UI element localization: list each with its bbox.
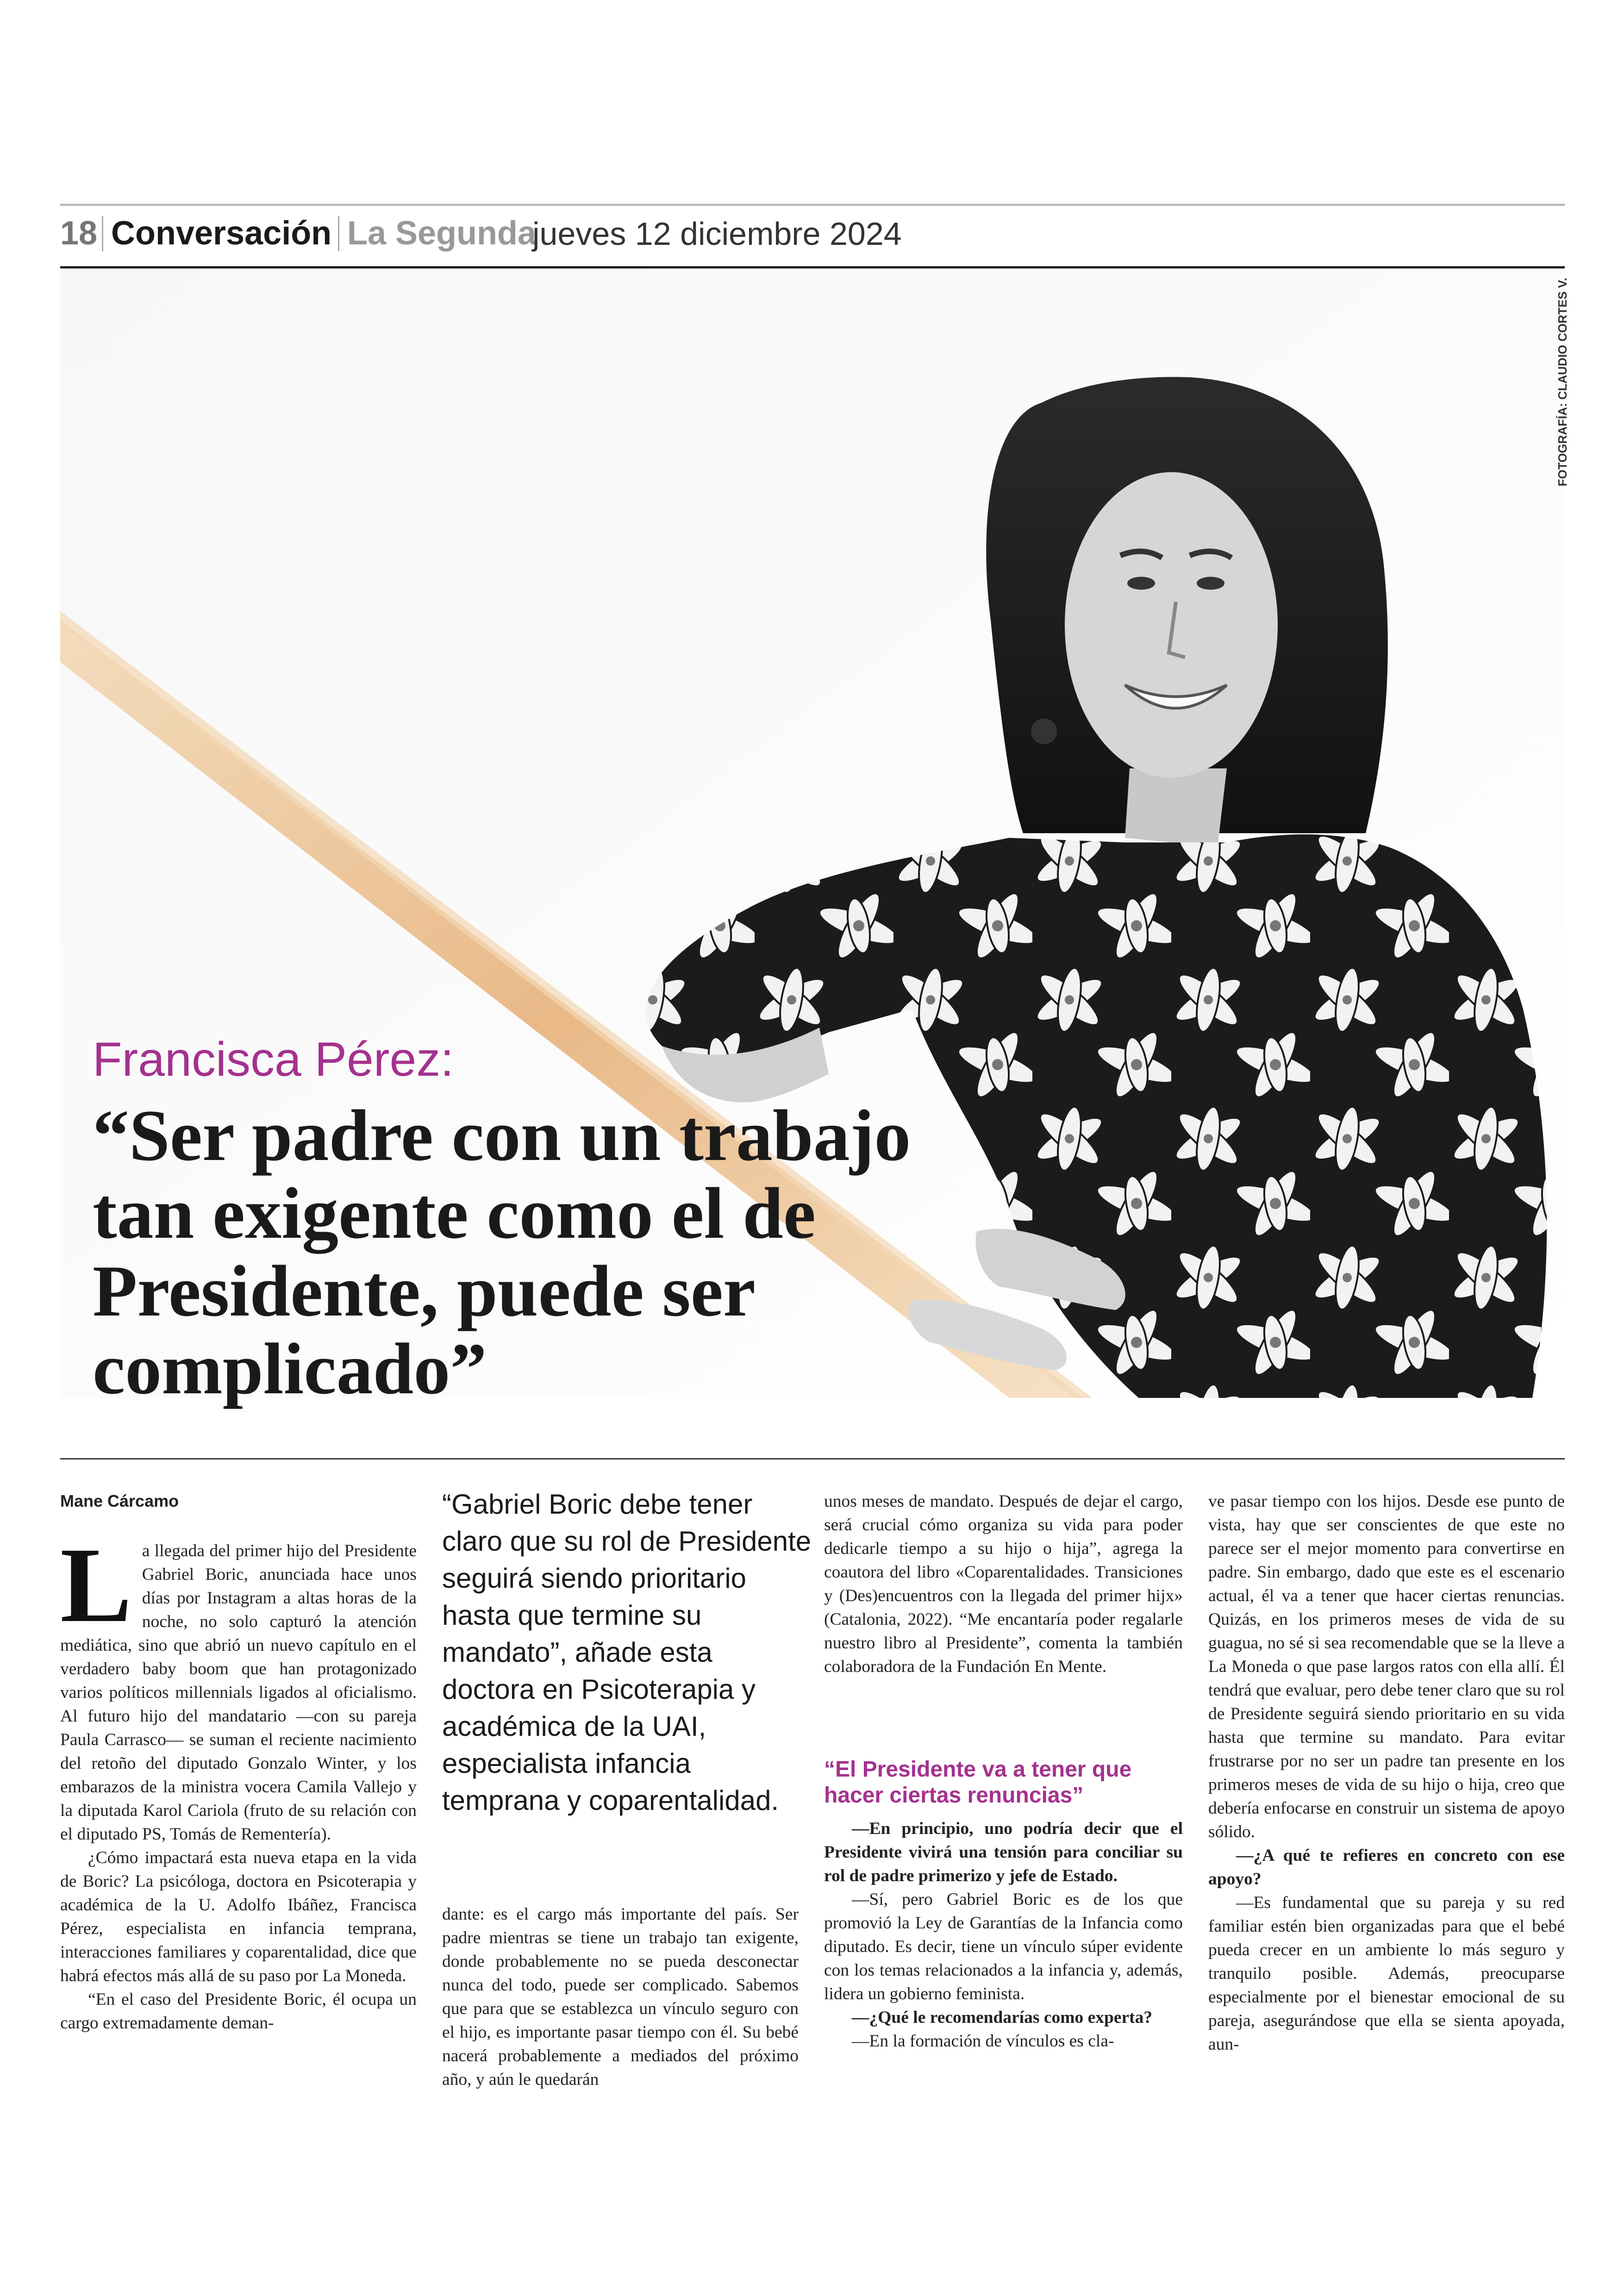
answer: —En la formación de vínculos es cla- [852, 2032, 1114, 2051]
headline-kicker: Francisca Pérez: [93, 1033, 454, 1086]
answer: —Sí, pero Gabriel Boric es de los que promovió la Ley de Garantías de la Infancia como diputado. Es decir, tiene un vínculo súper evidente con los temas relacionados a la infancia y, además, lidera un gobierno feminista. [824, 1890, 1183, 2003]
headline: “Ser padre con un trabajo tan exigente como el de Presidente, puede ser complicado” [93, 1095, 911, 1409]
question: —¿Qué le recomendarías como experta? [852, 2008, 1153, 2027]
article-column-2 [442, 1902, 799, 2091]
page-number: 18 [60, 215, 98, 252]
question: —¿A qué te refieres en concreto con ese apoyo? [1208, 1846, 1565, 1889]
paragraph: ¿Cómo impactará esta nueva etapa en la vida de Boric? La psicóloga, doctora en Psicoterapia y académica de la U. Adolfo Ibáñez, Francisca Pérez, especialista en infancia temprana, interacciones familiares y coparentalidad, dice que habrá efectos más allá de su paso por La Moneda. [60, 1848, 417, 1985]
header-divider [102, 216, 103, 251]
subheading: “El Presidente va a tener que hacer ciertas renuncias” [824, 1757, 1132, 1808]
issue-date: jueves 12 diciembre 2024 [532, 216, 902, 252]
article-column-4 [1208, 1490, 1565, 2056]
header-divider [338, 216, 339, 251]
photo-credit-box [1555, 278, 1574, 555]
pull-quote: “Gabriel Boric debe tener claro que su rol de Presidente seguirá siendo prioritario hasta que termine su mandato”, añade esta doctora en Psicoterapia y académica de la UAI, especialista infancia temprana y coparentalidad. [442, 1489, 812, 1816]
article-column-3-lower [824, 1817, 1183, 2053]
page-header [60, 204, 1565, 268]
drop-cap: L [60, 1526, 132, 1645]
paragraph: dante: es el cargo más importante del país. Ser padre mientras se tiene un trabajo tan exigente, donde probablemente no se pueda desconectar nunca del todo, puede ser complicado. Sabemos que para que se establezca un vínculo seguro con el hijo, es importante pasar tiempo con él. Su bebé nacerá probablemente a mediados del próximo año, y aún le quedarán [442, 1905, 799, 2089]
section-rule [60, 1458, 1565, 1459]
byline: Mane Cárcamo [60, 1491, 179, 1510]
paragraph: a llegada del primer hijo del Presidente Gabriel Boric, anunciada hace unos días por Instagram a altas horas de la noche, no solo capturó la atención mediática, sino que abrió un nuevo capítulo en el verdadero baby boom que han protagonizado varios políticos millennials ligados al oficialismo. Al futuro hijo del mandatario —con su pareja Paula Carrasco— se suman el reciente nacimiento del retoño del diputado Gonzalo Winter, y los embarazos de la ministra vocera Camila Vallejo y la diputada Karol Cariola (fruto de su relación con el diputado PS, Tomás de Rementería). [60, 1541, 417, 1844]
paragraph: unos meses de mandato. Después de dejar el cargo, será crucial cómo organiza su vida para poder dedicarle tiempo a su hijo o hija”, agrega la coautora del libro «Coparentalidades. Transiciones y (Des)encuentros con la llegada del primer hijx» (Catalonia, 2022). “Me encantaría poder regalarle nuestro libro al Presidente”, comenta la también colaboradora de la Fundación En Mente. [824, 1492, 1183, 1676]
article-column-3 [824, 1490, 1183, 1678]
question: —En principio, uno podría decir que el Presidente vivirá una tensión para conciliar su rol de padre primerizo y jefe de Estado. [824, 1819, 1183, 1885]
publication-name: La Segunda [347, 215, 537, 252]
photo-credit: FOTOGRAFÍA: CLAUDIO CORTES V. [1555, 278, 1569, 486]
section-name: Conversación [111, 215, 332, 252]
paragraph: “En el caso del Presidente Boric, él ocupa un cargo extremadamente deman- [60, 1990, 417, 2033]
article-column-1 [60, 1526, 417, 2035]
answer: ve pasar tiempo con los hijos. Desde ese punto de vista, hay que ser conscientes de que este no parece ser el mejor momento para convertirse en padre. Sin embargo, dado que este es el escenario actual, él va a tener que hacer ciertas renuncias. Quizás, en los primeros meses de vida de su guagua, no sé si sea recomendable que se la lleve a La Moneda o que pase largos ratos con ella allí. Él tendrá que evaluar, pero debe tener claro que su rol de Presidente seguirá siendo prioritario en su vida hasta que termine su mandato. Para evitar frustrarse por no ser un padre tan presente en los primeros meses de vida de su hijo o hija, creo que debería enfocarse en construir un sistema de apoyo sólido. [1208, 1492, 1565, 1841]
answer: —Es fundamental que su pareja y su red familiar estén bien organizadas para que el bebé pueda crecer en un ambiente lo más seguro y tranquilo posible. Además, preocuparse especialmente por el bienestar emocional de su pareja, asegurándose que ella se sienta apoyada, aun- [1208, 1893, 1565, 2054]
